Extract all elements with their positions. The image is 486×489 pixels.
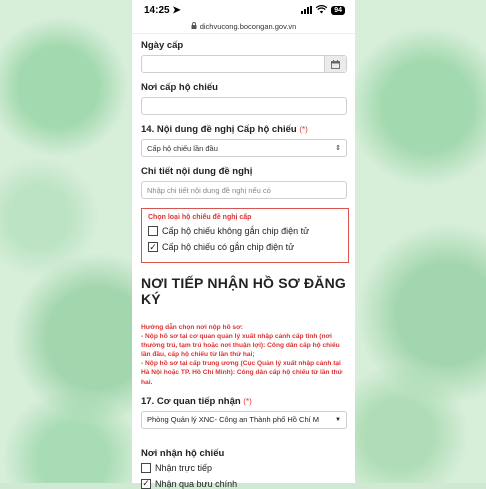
request-detail-placeholder: Nhập chi tiết nội dung đề nghị nếu có [147,185,271,195]
issue-date-input[interactable] [141,55,347,73]
option-label: Nhận qua bưu chính [155,478,238,489]
calendar-icon[interactable] [324,56,346,72]
agency-select[interactable] [141,411,347,429]
request-detail-label: Chi tiết nội dung đề nghị [141,166,253,177]
checkbox-unchecked[interactable] [148,226,158,236]
guide-line-1: - Nộp hồ sơ tại cơ quan quản lý xuất nhập cảnh cấp tỉnh (nơi thường trú, tạm trú hoặc nơi thuận lợi): Công dân cấp hộ chiếu lần đầu, cấp hộ chiếu từ lần thứ hai; [141,333,340,359]
request-content-value: Cấp hộ chiếu lần đầu [147,143,218,153]
request-content-select[interactable] [141,139,347,157]
lock-icon [191,22,197,31]
passport-type-option-chip[interactable] [148,242,343,252]
status-time: 14:25 ➤ [144,4,181,16]
section-title: NƠI TIẾP NHẬN HỒ SƠ ĐĂNG KÝ [141,275,346,307]
request-detail-input[interactable] [141,181,347,199]
option-label: Nhận trực tiếp [155,462,213,473]
agency-label: 17. Cơ quan tiếp nhận (*) [141,395,252,407]
checkbox-checked[interactable]: ✓ [142,478,150,489]
caret-down-icon: ▼ [335,416,341,423]
issue-date-label: Ngày cấp [141,40,184,51]
option-label: Cấp hộ chiếu không gắn chip điện tử [162,226,310,236]
chevron-updown-icon: ⇕ [335,145,341,152]
checkbox-unchecked[interactable] [141,463,151,473]
battery-icon: 94 [331,6,345,15]
required-marker: (*) [243,396,252,406]
request-content-label: 14. Nội dung đề nghị Cấp hộ chiếu (*) [141,124,308,135]
checkbox-checked[interactable]: ✓ [149,241,157,252]
passport-type-option-no-chip[interactable] [148,226,343,236]
issue-place-input[interactable] [141,97,347,115]
receive-option-direct[interactable] [141,463,347,473]
submission-guide [141,323,347,387]
option-label: Cấp hộ chiếu có gắn chip điện tử [162,242,295,252]
required-marker: (*) [299,125,308,134]
receive-place-label: Nơi nhận hộ chiếu [141,447,225,459]
signal-icon [301,6,312,14]
agency-value: Phòng Quản lý XNC- Công an Thành phố Hồ Chí M [147,415,320,425]
receive-option-post[interactable] [141,479,347,489]
location-arrow-icon: ➤ [172,4,181,16]
wifi-icon [316,6,327,14]
passport-type-title: Chọn loại hộ chiếu đề nghị cấp [148,214,252,221]
address-bar[interactable] [132,20,355,34]
issue-place-label: Nơi cấp hộ chiếu [141,82,218,93]
phone-screen [132,0,355,489]
passport-type-box [141,208,349,263]
form-content [132,34,355,489]
url-text: dichvucong.bocongan.gov.vn [199,22,297,31]
status-bar [132,0,355,20]
guide-heading: Hướng dẫn chọn nơi nộp hồ sơ: [141,324,243,331]
guide-line-2: - Nộp hồ sơ tại cấp trung ương (Cục Quản lý xuất nhập cảnh tại Hà Nội hoặc TP. Hồ Chí Minh): Công dân cấp hộ chiếu từ lần thứ hai. [141,360,343,386]
